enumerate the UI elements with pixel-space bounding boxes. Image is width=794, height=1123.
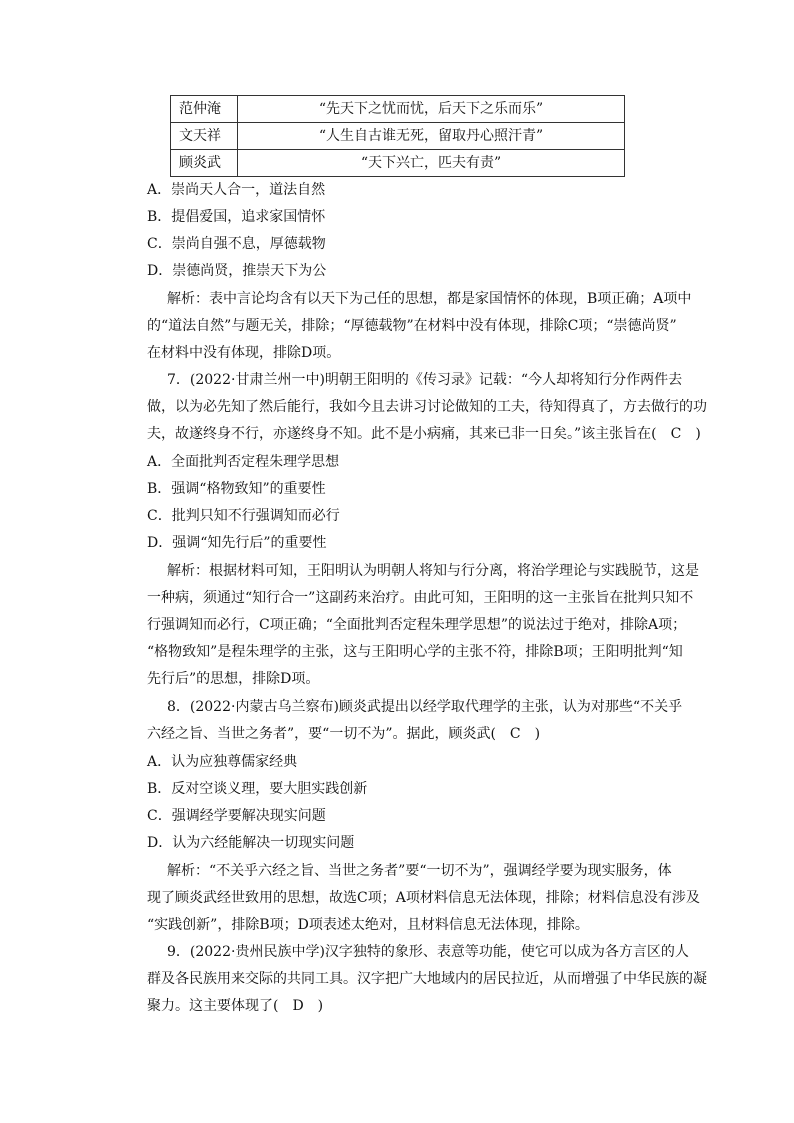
question-text: 夫，故遂终身不行，亦遂终身不知。此不是小病痛，其来已非一日矣。”该主张旨在( C )	[147, 426, 701, 442]
analysis-text: 在材料中没有体现，排除D项。	[147, 345, 341, 361]
quotes-table	[170, 95, 625, 177]
option-b: B．反对空谈义理，要大胆实践创新	[147, 781, 368, 797]
analysis-text: 先行后”的思想，排除D项。	[147, 671, 320, 687]
person-name: 顾炎武	[171, 150, 238, 177]
option-c: C．崇尚自强不息，厚德载物	[147, 236, 326, 252]
analysis-text: 解析：根据材料可知，王阳明认为明朝人将知与行分离，将治学理论与实践脱节，这是	[167, 563, 699, 579]
option-d: D．认为六经能解决一切现实问题	[147, 835, 355, 851]
question-text: 六经之旨、当世之务者”，要“一切不为”。据此，顾炎武( C )	[147, 726, 541, 742]
question-text: 群及各民族用来交际的共同工具。汉字把广大地域内的居民拉近，从而增强了中华民族的凝	[147, 971, 707, 987]
analysis-text: 解析：“不关乎六经之旨、当世之务者”要“一切不为”，强调经学要为现实服务，体	[167, 863, 672, 879]
option-c: C．强调经学要解决现实问题	[147, 808, 326, 824]
person-quote: “天下兴亡，匹夫有责”	[238, 150, 625, 177]
option-a: A．全面批判否定程朱理学思想	[147, 454, 340, 470]
question-text: 做，以为必先知了然后能行，我如今且去讲习讨论做知的工夫，待知得真了，方去做行的功	[147, 399, 707, 415]
option-d: D．崇德尚贤，推崇天下为公	[147, 263, 327, 279]
analysis-text: “实践创新”，排除B项；D项表述太绝对，且材料信息无法体现，排除。	[147, 917, 589, 933]
analysis-text: 一种病，须通过“知行合一”这副药来治疗。由此可知，王阳明的这一主张旨在批判只知不	[147, 590, 694, 606]
person-name: 文天祥	[171, 123, 238, 150]
option-c: C．批判只知不行强调知而必行	[147, 508, 340, 524]
analysis-text: 行强调知而必行，C项正确；“全面批判否定程朱理学思想”的说法过于绝对，排除A项；	[147, 617, 687, 633]
person-quote: “人生自古谁无死，留取丹心照汗青”	[238, 123, 625, 150]
analysis-text: 解析：表中言论均含有以天下为己任的思想，都是家国情怀的体现，B项正确；A项中	[167, 291, 692, 307]
analysis-text: 现了顾炎武经世致用的思想，故选C项；A项材料信息无法体现，排除；材料信息没有涉及	[147, 890, 700, 906]
question-8: 8．(2022·内蒙古乌兰察布)顾炎武提出以经学取代理学的主张，认为对那些“不关乎	[167, 699, 683, 715]
analysis-text: 的“道法自然”与题无关，排除；“厚德载物”在材料中没有体现，排除C项；“崇德尚贤”	[147, 318, 677, 334]
person-name: 范仲淹	[171, 96, 238, 123]
question-9: 9．(2022·贵州民族中学)汉字独特的象形、表意等功能，使它可以成为各方言区的人	[167, 944, 689, 960]
option-d: D．强调“知先行后”的重要性	[147, 535, 327, 551]
person-quote: “先天下之忧而忧，后天下之乐而乐”	[238, 96, 625, 123]
question-text: 聚力。这主要体现了( D )	[147, 998, 324, 1014]
table-row	[171, 96, 625, 123]
question-7: 7．(2022·甘肃兰州一中)明朝王阳明的《传习录》记载：“今人却将知行分作两件去	[167, 372, 683, 388]
table-row	[171, 123, 625, 150]
option-a: A．崇尚天人合一，道法自然	[147, 182, 326, 198]
option-b: B．提倡爱国，追求家国情怀	[147, 209, 326, 225]
option-b: B．强调“格物致知”的重要性	[147, 481, 326, 497]
analysis-text: “格物致知”是程朱理学的主张，这与王阳明心学的主张不符，排除B项；王阳明批判“知	[147, 644, 683, 660]
table-row	[171, 150, 625, 177]
option-a: A．认为应独尊儒家经典	[147, 754, 298, 770]
